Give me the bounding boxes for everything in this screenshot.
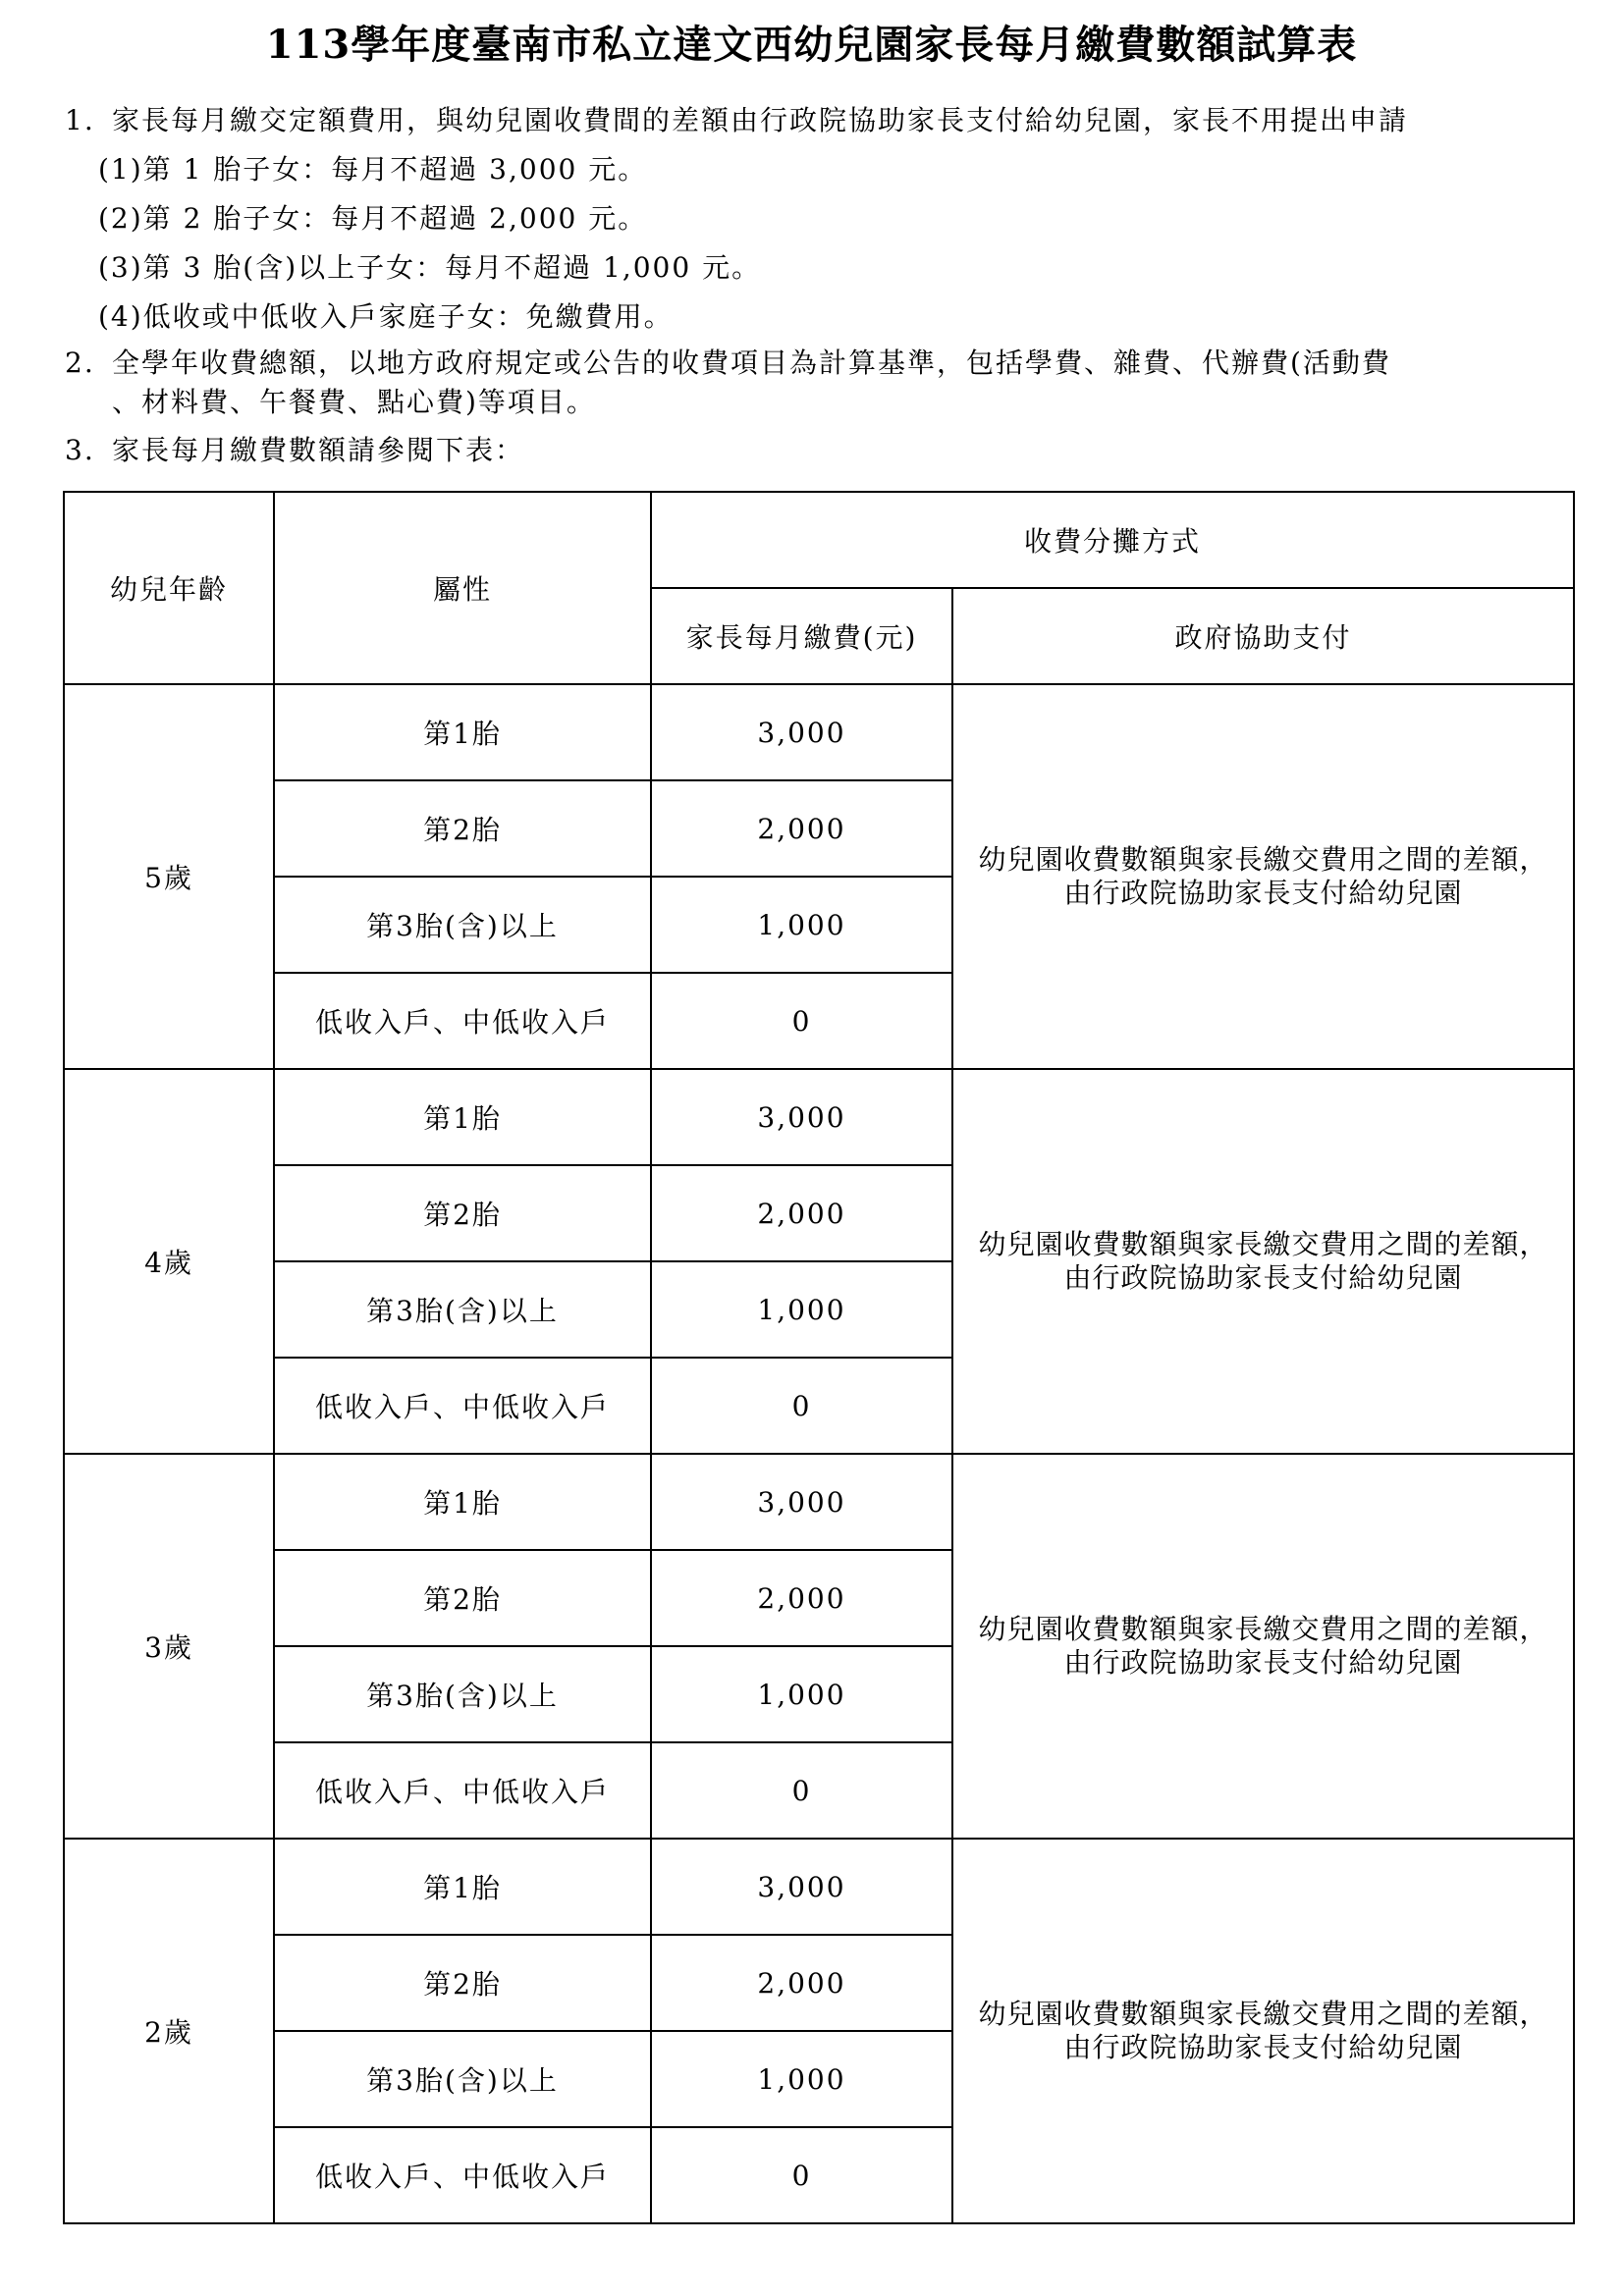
sub-item-text: (2)第 2 胎子女：每月不超過 2,000 元。 bbox=[98, 202, 648, 235]
table-row bbox=[64, 1839, 1574, 1935]
attribute-cell: 第1胎 bbox=[274, 1839, 651, 1935]
note-text: 全學年收費總額，以地方政府規定或公告的收費項目為計算基準，包括學費、雜費、代辦費(活動費 bbox=[112, 347, 1391, 379]
table-row bbox=[64, 1454, 1574, 1550]
note-number: 3. bbox=[65, 434, 95, 466]
fee-cell: 1,000 bbox=[651, 1261, 952, 1358]
note-text: 、材料費、午餐費、點心費)等項目。 bbox=[112, 386, 596, 418]
attribute-cell: 低收入戶、中低收入戶 bbox=[274, 1358, 651, 1454]
note-1-sub-3 bbox=[65, 243, 1577, 293]
age-cell: 4歲 bbox=[64, 1069, 274, 1454]
attribute-cell: 第3胎(含)以上 bbox=[274, 2031, 651, 2127]
header-fee-split: 收費分攤方式 bbox=[651, 492, 1574, 588]
fee-cell: 0 bbox=[651, 1358, 952, 1454]
age-cell: 2歲 bbox=[64, 1839, 274, 2223]
gov-pay-text: 幼兒園收費數額與家長繳交費用之間的差額，由行政院協助家長支付給幼兒園 bbox=[978, 1998, 1548, 2063]
note-2-continuation bbox=[65, 385, 1577, 426]
gov-pay-text: 幼兒園收費數額與家長繳交費用之間的差額，由行政院協助家長支付給幼兒園 bbox=[978, 843, 1548, 909]
fee-cell: 1,000 bbox=[651, 877, 952, 973]
sub-item-text: (3)第 3 胎(含)以上子女：每月不超過 1,000 元。 bbox=[98, 251, 762, 284]
attribute-cell: 第1胎 bbox=[274, 1454, 651, 1550]
age-cell: 5歲 bbox=[64, 684, 274, 1069]
gov-pay-cell bbox=[952, 1839, 1574, 2223]
table-row bbox=[64, 684, 1574, 780]
document-title: 113學年度臺南市私立達文西幼兒園家長每月繳費數額試算表 bbox=[265, 22, 1358, 68]
header-parent-fee: 家長每月繳費(元) bbox=[651, 588, 952, 684]
attribute-cell: 第2胎 bbox=[274, 1550, 651, 1646]
header-gov-pay: 政府協助支付 bbox=[952, 588, 1574, 684]
sub-item-text: (4)低收或中低收入戶家庭子女：免繳費用。 bbox=[98, 300, 674, 333]
note-text: 家長每月繳費數額請參閱下表： bbox=[112, 434, 525, 466]
age-cell: 3歲 bbox=[64, 1454, 274, 1839]
header-row bbox=[64, 492, 1574, 588]
fee-cell: 1,000 bbox=[651, 1646, 952, 1742]
header-age: 幼兒年齡 bbox=[64, 492, 274, 684]
attribute-cell: 低收入戶、中低收入戶 bbox=[274, 973, 651, 1069]
attribute-cell: 第3胎(含)以上 bbox=[274, 1646, 651, 1742]
fee-cell: 0 bbox=[651, 1742, 952, 1839]
attribute-cell: 第1胎 bbox=[274, 684, 651, 780]
attribute-cell: 第3胎(含)以上 bbox=[274, 1261, 651, 1358]
fee-cell: 0 bbox=[651, 2127, 952, 2223]
fee-cell: 3,000 bbox=[651, 1839, 952, 1935]
note-2 bbox=[65, 342, 1577, 385]
notes-list bbox=[65, 96, 1577, 475]
fee-table bbox=[63, 491, 1575, 2224]
fee-cell: 1,000 bbox=[651, 2031, 952, 2127]
fee-cell: 0 bbox=[651, 973, 952, 1069]
attribute-cell: 第1胎 bbox=[274, 1069, 651, 1165]
gov-pay-text: 幼兒園收費數額與家長繳交費用之間的差額，由行政院協助家長支付給幼兒園 bbox=[978, 1613, 1548, 1679]
fee-cell: 3,000 bbox=[651, 1069, 952, 1165]
fee-cell: 2,000 bbox=[651, 780, 952, 877]
gov-pay-cell bbox=[952, 684, 1574, 1069]
attribute-cell: 低收入戶、中低收入戶 bbox=[274, 2127, 651, 2223]
gov-pay-cell bbox=[952, 1069, 1574, 1454]
note-number: 2. bbox=[65, 347, 95, 379]
attribute-cell: 第3胎(含)以上 bbox=[274, 877, 651, 973]
attribute-cell: 第2胎 bbox=[274, 1165, 651, 1261]
fee-cell: 2,000 bbox=[651, 1935, 952, 2031]
note-text: 家長每月繳交定額費用，與幼兒園收費間的差額由行政院協助家長支付給幼兒園，家長不用提出申請 bbox=[112, 104, 1409, 136]
note-1-sub-4 bbox=[65, 293, 1577, 342]
attribute-cell: 第2胎 bbox=[274, 1935, 651, 2031]
header-attribute: 屬性 bbox=[274, 492, 651, 684]
note-1-sub-2 bbox=[65, 194, 1577, 243]
fee-cell: 2,000 bbox=[651, 1165, 952, 1261]
fee-cell: 3,000 bbox=[651, 1454, 952, 1550]
note-1 bbox=[65, 96, 1577, 145]
attribute-cell: 低收入戶、中低收入戶 bbox=[274, 1742, 651, 1839]
sub-item-text: (1)第 1 胎子女：每月不超過 3,000 元。 bbox=[98, 153, 648, 186]
note-1-sub-1 bbox=[65, 145, 1577, 194]
fee-cell: 3,000 bbox=[651, 684, 952, 780]
note-3 bbox=[65, 426, 1577, 475]
note-number: 1. bbox=[65, 104, 95, 136]
table-row bbox=[64, 1069, 1574, 1165]
gov-pay-cell bbox=[952, 1454, 1574, 1839]
fee-cell: 2,000 bbox=[651, 1550, 952, 1646]
attribute-cell: 第2胎 bbox=[274, 780, 651, 877]
gov-pay-text: 幼兒園收費數額與家長繳交費用之間的差額，由行政院協助家長支付給幼兒園 bbox=[978, 1228, 1548, 1294]
